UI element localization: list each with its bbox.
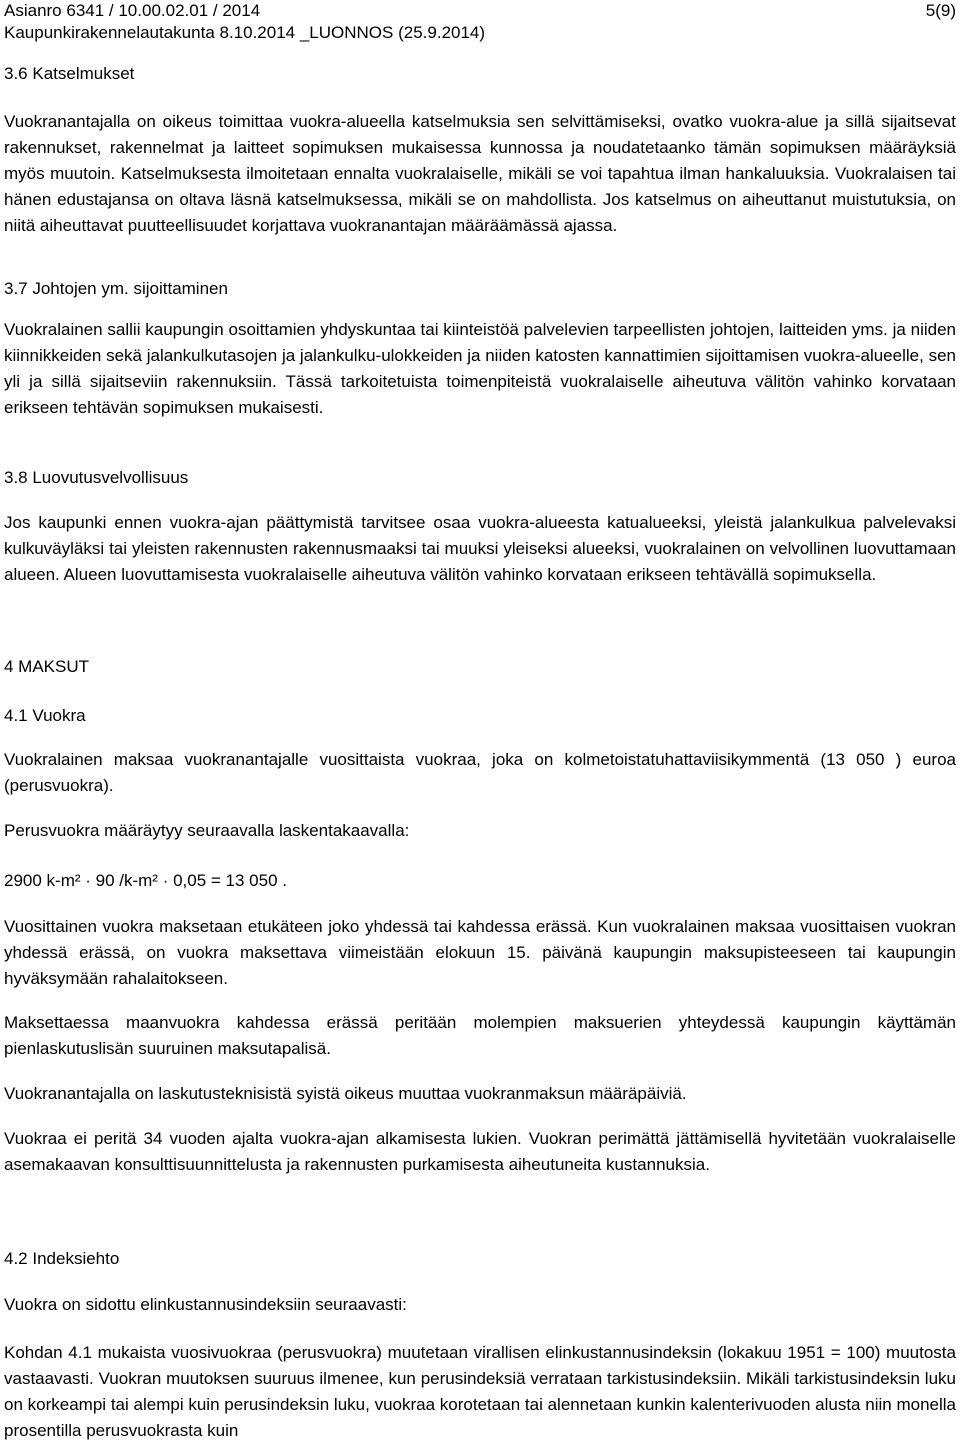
header-reference: Asianro 6341 / 10.00.02.01 / 2014 xyxy=(4,1,261,20)
section-3-8-title: 3.8 Luovutusvelvollisuus xyxy=(4,468,189,487)
section-4-2-paragraph-1: Vuokra on sidottu elinkustannusindeksiin seuraavasti: xyxy=(4,1295,407,1314)
header-board-date: Kaupunkirakennelautakunta 8.10.2014 _LUONNOS (25.9.2014) xyxy=(4,23,486,42)
section-3-8-paragraph: Jos kaupunki ennen vuokra-ajan päättymistä tarvitsee osaa vuokra-alueesta katualueeksi, yleistä jalankulkua palvelevaksi kulkuväyläksi tai yleisten rakennusten rakennusmaaksi tai muuksi yleiseksi alueeksi, vuokralainen on velvollinen luovuttamaan alueen. Alueen luovuttamisesta vuokralaiselle aiheutuva välitön vahinko korvataan erikseen tehtävällä sopimuksella. xyxy=(4,513,956,584)
section-3-7-title: 3.7 Johtojen ym. sijoittaminen xyxy=(4,279,228,298)
section-4-1-paragraph-6: Vuokraa ei peritä 34 vuoden ajalta vuokra-ajan alkamisesta lukien. Vuokran perimättä jättämisellä hyvitetään vuokralaiselle asemakaavan konsulttisuunnittelusta ja rakennusten purkamisesta aiheutuneita kustannuksia. xyxy=(4,1129,956,1174)
section-3-7-paragraph: Vuokralainen sallii kaupungin osoittamien yhdyskuntaa tai kiinteistöä palvelevien tarpeellisten johtojen, laitteiden yms. ja niiden kiinnikkeiden sekä jalankulkutasojen ja jalankulku-ulokkeiden ja niiden katosten kannattimien sijoittamisen vuokra-alueelle, sen yli ja sillä sijaitseviin rakennuksiin. Tässä tarkoitetuista toimenpiteistä vuokralaiselle aiheutuva välitön vahinko korvataan erikseen tehtävän sopimuksen mukaisesti. xyxy=(4,320,956,417)
page-header xyxy=(4,0,956,44)
section-3-6-title: 3.6 Katselmukset xyxy=(4,64,135,83)
section-4-1-paragraph-4: Maksettaessa maanvuokra kahdessa erässä peritään molempien maksuerien yhteydessä kaupungin käyttämän pienlaskutuslisän suuruinen maksutapalisä. xyxy=(4,1013,956,1058)
section-4-1-title: 4.1 Vuokra xyxy=(4,706,86,725)
section-3-6-paragraph: Vuokranantajalla on oikeus toimittaa vuokra-alueella katselmuksia sen selvittämiseksi, ovatko vuokra-alue ja sillä sijaitsevat rakennukset, rakennelmat ja laitteet sopimuksen mukaisessa kunnossa ja noudatetaanko tämän sopimuksen määräyksiä myös muutoin. Katselmuksesta ilmoitetaan ennalta vuokralaiselle, mikäli se voi tapahtua ilman hankaluuksia. Vuokralaisen tai hänen edustajansa on oltava läsnä katselmuksessa, mikäli se on mahdollista. Jos katselmus on aiheuttanut muistutuksia, on niitä aiheuttavat puutteellisuudet korjattava vuokranantajan määräämässä ajassa. xyxy=(4,112,956,235)
section-4-1-paragraph-1: Vuokralainen maksaa vuokranantajalle vuosittaista vuokraa, joka on kolmetoistatuhattaviisikymmentä (13 050 ) euroa (perusvuokra). xyxy=(4,750,956,795)
section-4-2-title: 4.2 Indeksiehto xyxy=(4,1249,120,1268)
section-4-title: 4 MAKSUT xyxy=(4,657,90,676)
section-4-1-paragraph-2: Perusvuokra määräytyy seuraavalla laskentakaavalla: xyxy=(4,821,410,840)
rent-formula: 2900 k-m² · 90 /k-m² · 0,05 = 13 050 . xyxy=(4,871,287,890)
document-page xyxy=(4,0,956,1440)
section-4-1-paragraph-5: Vuokranantajalla on laskutusteknisistä syistä oikeus muuttaa vuokranmaksun määräpäiviä. xyxy=(4,1084,687,1103)
section-4-2-paragraph-2: Kohdan 4.1 mukaista vuosivuokraa (perusvuokra) muutetaan virallisen elinkustannusindeksin (lokakuu 1951 = 100) muutosta vastaavasti. Vuokran muutoksen suuruus ilmenee, kun perusindeksiä verrataan tarkistusindeksiin. Mikäli tarkistusindeksin luku on korkeampi tai alempi kuin perusindeksin luku, vuokraa korotetaan tai alennetaan kunkin kalenterivuoden alusta niin monella prosentilla perusvuokrasta kuin xyxy=(4,1343,956,1440)
page-number: 5(9) xyxy=(925,1,956,20)
section-4-1-paragraph-3: Vuosittainen vuokra maksetaan etukäteen joko yhdessä tai kahdessa erässä. Kun vuokralainen maksaa vuosittaisen vuokran yhdessä erässä, on vuokra maksettava viimeistään elokuun 15. päivänä kaupungin maksupisteeseen tai kaupungin hyväksymään rahalaitokseen. xyxy=(4,917,956,988)
